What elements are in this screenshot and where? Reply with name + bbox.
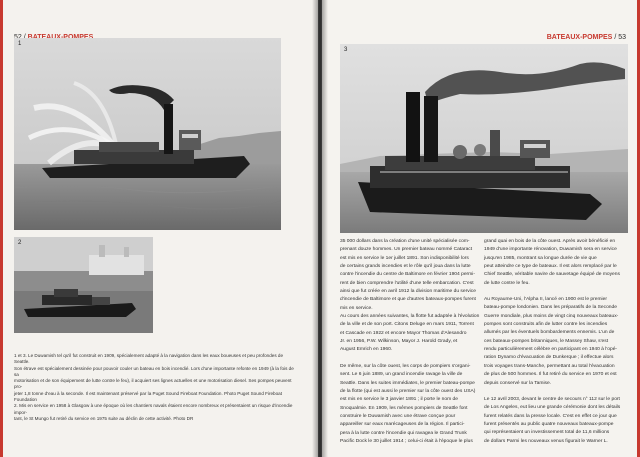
photo-st-mungo [14, 237, 153, 333]
body-line: rendu particulièrement célèbre en participant en 1940 à l'opé- [484, 347, 618, 353]
body-line: Guerre mondiale, plus moins de vingt cinq nouveaux bateaux- [484, 313, 619, 319]
photo2-label: 2 [18, 240, 22, 246]
body-line: Seattle. Dans les suites immédiates, le premier bateau-pompe [340, 380, 475, 386]
body-line: de la ville et de son port. Citons Deluge en mars 1911, Torrent [340, 322, 474, 328]
body-line: contre l'incendie du centre de Baltimore en février 1904 permi- [340, 272, 475, 278]
caption-line: jeter 1,8 tonne d'eau à la seconde. Il est maintenant préservé par la Puget Sound Fireboat Foundation. Photo Puget Sound Fireboat Foundation [14, 390, 283, 403]
left-caption [14, 353, 299, 422]
body-line: trois voyages trans-Manche, permettant au total l'évacuation [484, 363, 615, 369]
caption-line: 1 et 3. Le Duwamish tel qu'il fut construit en 1909, spécialement adapté à la navigation dans les eaux boueuses et peu profondes de Seattle. [14, 353, 284, 365]
caption-line: Son étrave est spécialement dessinée pour pouvoir couler un bateau en bois incendié. Lors d'une importante refonte en 1949 (à la fois de sa [14, 365, 294, 377]
body-line: Au cours des années suivantes, la flotte fut adaptée à l'évolution [340, 314, 480, 320]
body-line: ces bateaux-pompes britanniques, le Massey Shaw, s'est [484, 338, 609, 344]
left-edge-stripe [0, 0, 3, 457]
body-line: de Los Angeles, eut lieu une grande cérémonie dont les détails [484, 405, 621, 411]
body-line: ainsi que fut créée en avril 1912 la division maritime du service [340, 289, 476, 295]
body-line: furent relatés dans la presse locale. C'est en effet ce jour que [484, 413, 617, 419]
body-line: sent. Le 6 juin 1889, un grand incendie ravage la ville de [340, 372, 463, 378]
body-line: prenant douze hommes. Un premier bateau nommé Cataract [340, 247, 473, 253]
body-line: de plus de 500 hommes. Il fut retiré du service en 1970 et est [484, 372, 617, 378]
body-line: jusqu'en 1985, montrant sa longue durée de vie que [484, 255, 597, 261]
left-page [0, 0, 318, 457]
body-line: 1949 d'une importante rénovation, Duwamish sera en service [484, 247, 617, 253]
right-page-number: 53 [618, 34, 626, 41]
body-line: construire le Duwamish avec une étrave conçue pour [340, 413, 456, 419]
body-line: de lutte contre le feu. [484, 280, 530, 286]
body-line: bateau-pompe londonien. Dans les préparatifs de la Seconde [484, 305, 617, 311]
body-line [484, 288, 626, 296]
body-column-a [340, 238, 483, 446]
caption-line: tant, le St Mungo fut retiré du service en 1975 suite au déclin de cette activité. Photo DR [14, 415, 194, 421]
body-line: depuis conservé sur la Tamise. [484, 380, 552, 386]
photo-duwamish-profile-image [340, 44, 628, 233]
body-line: Snoqualmie. En 1909, les mêmes pompiers de Seattle font [340, 405, 468, 411]
body-line: d'incendie de Baltimore et que d'autres bateaux-pompes furent [340, 297, 476, 303]
body-line [484, 388, 626, 396]
body-line: ration Dynamo d'évacuation de Dunkerque ; il effectue alors [484, 355, 614, 361]
photo1-label: 1 [18, 41, 22, 47]
photo-duwamish-spraying-image [14, 38, 281, 230]
body-line [340, 355, 483, 363]
body-line: de dollars Parmi les nouveaux venus figurait le Warner L. [484, 438, 608, 444]
body-line: est mis en service le 3 janvier 1891 ; il porte le nom de [340, 397, 458, 403]
caption-line: 2. Mis en service en 1958 à Glasgow à une époque où les chantiers navals étaient encore nombreux et présentaient un risque d'incendie impor- [14, 403, 293, 415]
body-line: Jr. en 1956, P.W. Wilkinson, Mayor J. Harold Grady, et [340, 339, 458, 345]
body-line: furent présentés au public quatre nouveaux bateaux-pompe [484, 421, 614, 427]
body-line: pompes sont construits afin de lutter contre les incendies [484, 322, 608, 328]
body-line: allumés par les éventuels bombardements ennemis. L'un de [484, 330, 615, 336]
body-line: et Cascade en 1922 et encore Mayor Thomas d'Alesandro [340, 330, 467, 336]
photo-duwamish-spraying [14, 38, 281, 230]
body-line: Chief Seattle, véritable navire de sauvetage équipé de moyens [484, 272, 620, 278]
body-line: mis en service. [340, 305, 373, 311]
photo-st-mungo-image [14, 237, 153, 333]
body-line: pera à la lutte contre l'incendie qui ravagea le Grand Trunk [340, 430, 467, 436]
photo-duwamish-profile [340, 44, 628, 233]
body-line: de certains grands incendies et le rôle qu'il joua dans la lutte [340, 264, 471, 270]
photo3-label: 3 [344, 47, 348, 53]
book-gutter [312, 0, 328, 457]
body-line: grand quai en bois de la côte ouest. Après avoir bénéficié en [484, 239, 616, 244]
body-line: August Emrich en 1960. [340, 347, 393, 353]
right-running-head: BATEAUX-POMPES / 53 [546, 34, 626, 41]
body-line: Au Royaume-Uni, l'Alpha II, lancé en 1900 est le premier [484, 297, 607, 303]
body-line: appareiller sur eaux marécageuses de la région. Il partici- [340, 422, 465, 428]
body-line: Pacific Dock le 30 juillet 1914 ; celui-ci était à l'époque le plus [340, 438, 473, 444]
body-line: rent de bien comprendre l'utilité d'une telle embarcation. C'est [340, 280, 474, 286]
body-line: Le 12 avril 2003, devant le centre de secours n° 112 sur le port [484, 396, 620, 402]
body-line: De même, sur la côte ouest, les corps de pompiers s'organi- [340, 363, 471, 369]
body-line: peut atteindre ce type de bateaux. Il est alors remplacé par le [484, 264, 617, 270]
right-section-title: BATEAUX-POMPES [546, 34, 613, 41]
body-line: de la flotte (qui est aussi le premier sur la côte ouest des USA) [340, 388, 476, 394]
caption-line: motorisation et de son équipement de lutte contre le feu), il acquiert ses lignes actuelles et une motorisation diesel. Ses pompes peuvent pro- [14, 378, 292, 390]
body-line: est mis en service le 1er juillet 1891. Son indisponibilité lors [340, 255, 469, 261]
body-column-b [484, 238, 626, 446]
body-line: qui représentaient un investissement total de 11,6 millions [484, 430, 610, 436]
body-line: 35 000 dollars dans la création d'une unité spécialisée com- [340, 239, 470, 244]
